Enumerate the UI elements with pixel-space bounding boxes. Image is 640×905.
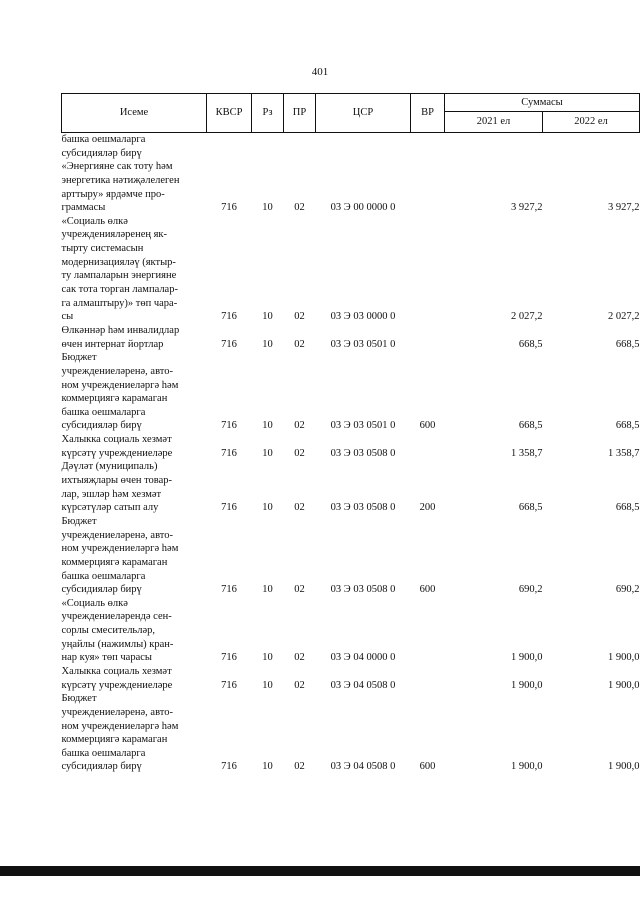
table-row [62,597,640,665]
header-year-2022: 2022 ел [543,112,640,133]
cell-sum-2021: 1 358,7 [511,447,543,459]
table-row [62,665,640,692]
cell-kvsr: 716 [221,311,237,323]
cell-sum-2021: 1 900,0 [511,679,543,691]
header-vr: ВР [411,94,445,133]
cell-name: «Социаль өлкә учреждениеләрендә сен- сорлы смесительләр, уңайлы (нажимлы) кран- нар куя» төп чарасы [61,597,174,664]
table-row [62,460,640,515]
cell-kvsr: 716 [221,679,237,691]
cell-rz: 10 [262,502,273,514]
cell-name: Бюджет учреждениеләренә, авто- ном учреждениеләргә һәм коммерциягә карамаган башка оешмаларга субсидияләр бирү [61,352,179,432]
cell-pr: 02 [294,338,305,350]
page-number: 401 [311,66,329,78]
header-rz: Рз [252,94,284,133]
cell-name: «Социаль өлкә учрежденияләренең як- тырту системасын модернизацияләү (яктыр- ту лампаларын энергияне сак тота торган лампалар- га алмаштыру)» төп чара- сы [61,215,178,323]
cell-name: Бюджет учреждениеләренә, авто- ном учреждениеләргә һәм коммерциягә карамаган башка оешмаларга субсидияләр бирү [61,693,179,773]
cell-name: «Энергияне сак тоту һәм энергетика нәтиҗәлелеген арттыру» ярдәмче про- граммасы [61,161,180,214]
cell-kvsr: 716 [221,338,237,350]
cell-vr [411,215,445,324]
cell-sum-2022: 690,2 [615,584,640,596]
cell-kvsr: 716 [221,202,237,214]
cell-csr: 03 Э 03 0501 0 [330,420,396,432]
cell-pr: 02 [294,679,305,691]
cell-kvsr: 716 [221,420,237,432]
cell-sum-2021: 668,5 [518,420,543,432]
cell-sum-2021: 2 027,2 [511,311,543,323]
cell-name: Өлкәннәр һәм инвалидлар өчен интернат йортлар [61,324,180,350]
cell-csr: 03 Э 00 0000 0 [330,202,396,214]
continuation-text: башка оешмаларга субсидияләр бирү [61,134,146,159]
header-csr: ЦСР [316,94,411,133]
scan-bottom-edge [0,866,640,876]
cell-sum-2022: 668,5 [615,502,640,514]
cell-vr [411,597,445,665]
cell-sum-2021: 690,2 [518,584,543,596]
cell-pr: 02 [294,420,305,432]
header-kvsr: КВСР [207,94,252,133]
cell-vr: 600 [419,761,436,773]
table-row [62,324,640,351]
cell-pr: 02 [294,202,305,214]
cell-vr [411,665,445,692]
cell-pr: 02 [294,502,305,514]
table-row [62,160,640,215]
cell-name: Дәүләт (муниципаль) ихтыяҗлары өчен товар- лар, эшләр һәм хезмәт күрсәтүләр сатып алу [61,461,173,514]
cell-kvsr: 716 [221,584,237,596]
cell-csr: 03 Э 04 0508 0 [330,761,396,773]
cell-vr: 200 [419,502,436,514]
cell-sum-2022: 1 358,7 [608,447,640,459]
cell-csr: 03 Э 03 0000 0 [330,311,396,323]
cell-pr: 02 [294,447,305,459]
cell-sum-2021: 1 900,0 [511,652,543,664]
cell-sum-2022: 1 900,0 [608,652,640,664]
header-name: Исеме [62,94,207,133]
cell-pr: 02 [294,584,305,596]
cell-sum-2022: 668,5 [615,420,640,432]
cell-csr: 03 Э 04 0000 0 [330,652,396,664]
header-year-2021: 2021 ел [445,112,543,133]
cell-sum-2021: 1 900,0 [511,761,543,773]
header-sums: Суммасы [445,94,640,112]
table-row [62,351,640,433]
cell-rz: 10 [262,679,273,691]
cell-kvsr: 716 [221,502,237,514]
cell-sum-2022: 1 900,0 [608,761,640,773]
table-row [62,692,640,774]
cell-vr [411,433,445,460]
table-header [62,94,640,133]
cell-sum-2021: 3 927,2 [511,202,543,214]
cell-csr: 03 Э 03 0508 0 [330,584,396,596]
table-body [62,133,640,775]
cell-sum-2021: 668,5 [518,338,543,350]
cell-rz: 10 [262,584,273,596]
cell-rz: 10 [262,652,273,664]
cell-sum-2022: 3 927,2 [608,202,640,214]
cell-name: Халыкка социаль хезмәт күрсәтү учреждениеләре [61,434,173,459]
cell-csr: 03 Э 03 0501 0 [330,338,396,350]
cell-pr: 02 [294,761,305,773]
cell-kvsr: 716 [221,761,237,773]
table-row [62,215,640,324]
cell-vr [411,324,445,351]
cell-rz: 10 [262,420,273,432]
header-pr: ПР [284,94,316,133]
cell-vr: 600 [419,584,436,596]
budget-table [61,93,640,774]
cell-kvsr: 716 [221,652,237,664]
cell-sum-2022: 1 900,0 [608,679,640,691]
cell-sum-2022: 2 027,2 [608,311,640,323]
cell-rz: 10 [262,761,273,773]
cell-rz: 10 [262,447,273,459]
cell-vr: 600 [419,420,436,432]
cell-pr: 02 [294,652,305,664]
cell-csr: 03 Э 04 0508 0 [330,679,396,691]
table-row [62,515,640,597]
cell-rz: 10 [262,311,273,323]
cell-rz: 10 [262,202,273,214]
table-row [62,433,640,460]
cell-vr [411,160,445,215]
cell-sum-2022: 668,5 [615,338,640,350]
cell-name: Бюджет учреждениеләренә, авто- ном учреждениеләргә һәм коммерциягә карамаган башка оешмаларга субсидияләр бирү [61,515,179,596]
cell-csr: 03 Э 03 0508 0 [330,447,396,459]
cell-name: Халыкка социаль хезмәт күрсәтү учреждениеләре [61,665,173,691]
cell-rz: 10 [262,338,273,350]
cell-pr: 02 [294,311,305,323]
cell-kvsr: 716 [221,447,237,459]
cell-sum-2021: 668,5 [518,502,543,514]
cell-csr: 03 Э 03 0508 0 [330,502,396,514]
